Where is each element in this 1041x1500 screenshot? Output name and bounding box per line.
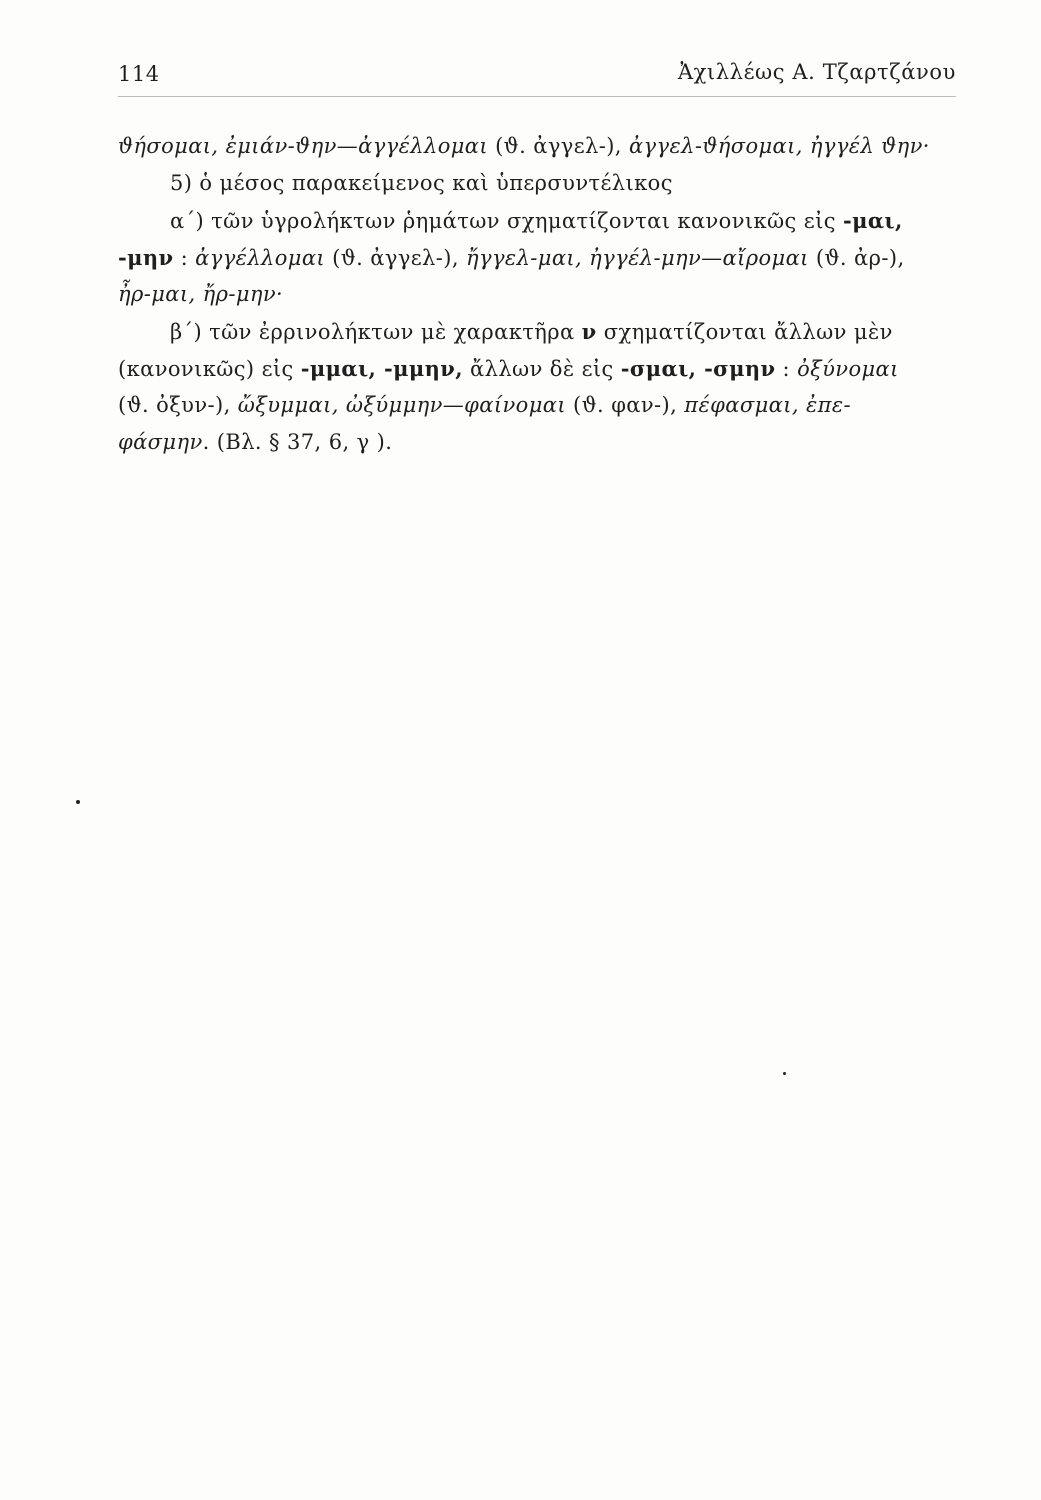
body-text bbox=[118, 128, 960, 461]
text-segment: ὤξυμμαι, ὠξύμμην—φαίνομαι bbox=[237, 393, 566, 417]
text-segment: . (Βλ. § 37, 6, γ ). bbox=[202, 430, 393, 454]
ink-speck bbox=[76, 800, 80, 804]
text-segment: ἀγγελ-ϑήσομαι, ἠγγέλ ϑην· bbox=[628, 134, 930, 158]
text-segment: (ϑ. ὀξυν-), bbox=[118, 393, 238, 417]
text-segment: : bbox=[775, 357, 798, 381]
text-segment: πέφασμαι, ἐπε- bbox=[684, 393, 852, 417]
text-segment: -μμαι, -μμην, bbox=[300, 356, 463, 381]
running-head: Ἀχιλλέως Α. Τζαρτζάνου bbox=[677, 60, 956, 84]
text-segment: ν bbox=[581, 319, 597, 344]
text-segment: ἤγγελ-μαι, ἠγγέλ-μην—αἴρομαι bbox=[466, 246, 809, 270]
text-line bbox=[118, 202, 960, 239]
text-segment: (κανονικῶς) εἰς bbox=[118, 357, 301, 381]
text-segment: (ϑ. φαν-), bbox=[565, 393, 685, 417]
text-line bbox=[118, 424, 960, 461]
text-segment: β΄) τῶν ἐρρινολήκτων μὲ χαρακτῆρα bbox=[170, 320, 582, 344]
page-header bbox=[118, 58, 956, 92]
text-segment: : bbox=[173, 246, 196, 270]
text-segment: ἦρ-μαι, ἤρ-μην· bbox=[118, 282, 284, 306]
text-segment: σχηματίζονται ἄλλων μὲν bbox=[596, 320, 893, 344]
text-line bbox=[118, 387, 960, 424]
ink-speck bbox=[783, 1072, 786, 1075]
text-line bbox=[118, 165, 960, 202]
text-segment: (ϑ. ἀγγελ-), bbox=[325, 246, 467, 270]
text-segment: (ϑ. ἀγγελ-), bbox=[488, 134, 629, 158]
text-segment: -μην bbox=[118, 245, 174, 270]
text-segment: φάσμην bbox=[118, 430, 203, 454]
page-number: 114 bbox=[118, 62, 160, 86]
text-segment: (ϑ. ἀρ-), bbox=[808, 246, 905, 270]
text-segment: ἄλλων δὲ εἰς bbox=[462, 357, 621, 381]
header-rule bbox=[118, 96, 956, 97]
text-line bbox=[118, 276, 960, 313]
text-line bbox=[118, 128, 960, 165]
text-line bbox=[118, 239, 960, 276]
text-segment: α΄) τῶν ὑγρολήκτων ῥημάτων σχηματίζονται κανονικῶς εἰς bbox=[170, 209, 843, 233]
text-segment: 5) ὁ μέσος παρακείμενος καὶ ὑπερσυντέλικος bbox=[170, 171, 673, 195]
text-line bbox=[118, 350, 960, 387]
text-line bbox=[118, 313, 960, 350]
text-segment: ϑήσομαι, ἐμιάν-ϑην—ἀγγέλλομαι bbox=[118, 134, 489, 158]
text-segment: -σμαι, -σμην bbox=[620, 356, 776, 381]
text-segment: ὀξύνομαι bbox=[797, 357, 899, 381]
text-segment: ἀγγέλλομαι bbox=[195, 246, 326, 270]
text-segment: -μαι, bbox=[842, 208, 903, 233]
